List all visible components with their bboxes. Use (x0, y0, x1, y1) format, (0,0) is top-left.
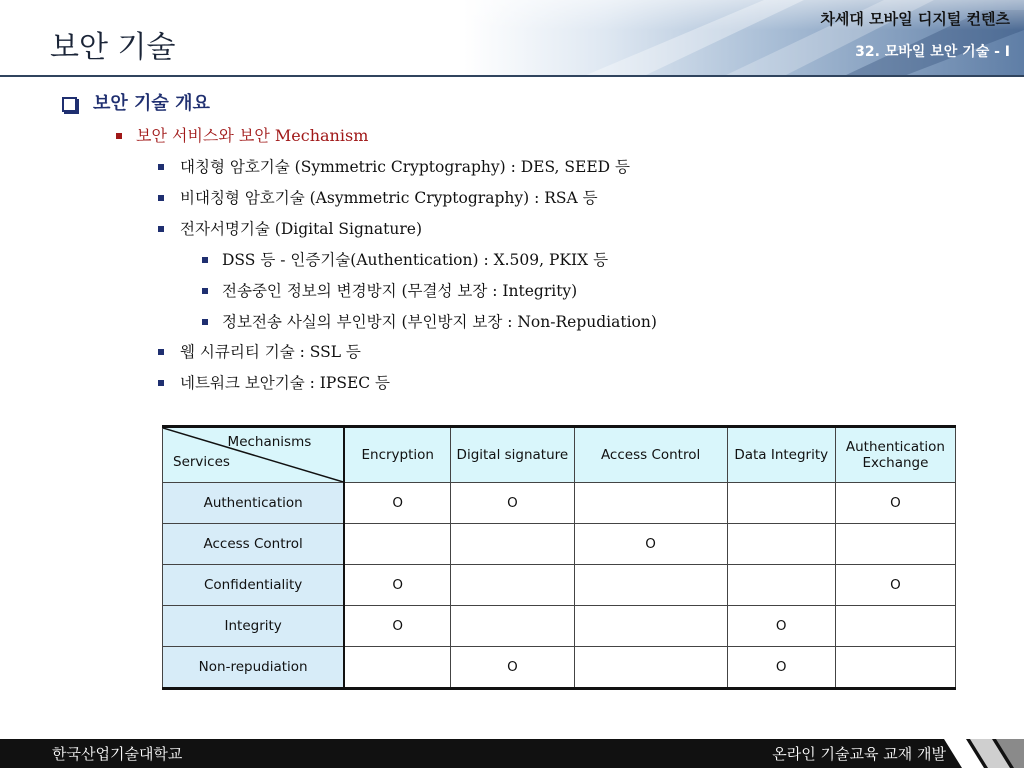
table-row (163, 524, 956, 565)
list-item (158, 217, 422, 241)
row-header: Authentication (163, 483, 345, 524)
table-row (163, 483, 956, 524)
outline-subheading-text: 보안 서비스와 보안 Mechanism (136, 126, 369, 145)
table-cell (344, 647, 450, 689)
table-cell: O (344, 606, 450, 647)
square-bullet-icon (158, 380, 164, 386)
column-header: Data Integrity (727, 427, 835, 483)
square-bullet-icon (158, 195, 164, 201)
row-header: Integrity (163, 606, 345, 647)
table-header-row (163, 427, 956, 483)
list-item (158, 371, 390, 395)
sub-list-item (202, 279, 577, 303)
slide-header (0, 0, 1024, 78)
outline-subheading (116, 124, 368, 148)
table-cell: O (835, 565, 955, 606)
table-cell (835, 606, 955, 647)
table-corner-cell (163, 427, 345, 483)
table-cell: O (835, 483, 955, 524)
square-bullet-icon (202, 257, 208, 263)
security-mechanism-table (162, 425, 956, 690)
table-cell (574, 647, 727, 689)
footer-course-name: 온라인 기술교육 교재 개발 (772, 745, 946, 763)
table-cell (727, 565, 835, 606)
column-header: Digital signature (451, 427, 574, 483)
slide-title: 보안 기술 (50, 30, 176, 65)
table-cell (574, 565, 727, 606)
sub-list-item-text: 전송중인 정보의 변경방지 (무결성 보장 : Integrity) (222, 282, 578, 300)
list-item (158, 155, 630, 179)
row-header: Confidentiality (163, 565, 345, 606)
corner-label-services: Services (173, 454, 230, 470)
header-divider (0, 75, 1024, 77)
table-cell (574, 483, 727, 524)
slide-footer (0, 739, 1024, 768)
table-cell: O (727, 647, 835, 689)
table-cell: O (574, 524, 727, 565)
square-bullet-icon (158, 349, 164, 355)
table-row (163, 565, 956, 606)
row-header: Non-repudiation (163, 647, 345, 689)
sub-list-item-text: DSS 등 - 인증기술(Authentication) : X.509, PKIX 등 (222, 251, 609, 269)
table-cell (727, 483, 835, 524)
table-row (163, 647, 956, 689)
chapter-title: 32. 모바일 보안 기술 - I (855, 44, 1010, 60)
table-row (163, 606, 956, 647)
table-cell (835, 524, 955, 565)
table-cell (574, 606, 727, 647)
list-item (158, 340, 361, 364)
table-cell (344, 524, 450, 565)
sub-list-item-text: 정보전송 사실의 부인방지 (부인방지 보장 : Non-Repudiation) (222, 313, 657, 331)
column-header: Access Control (574, 427, 727, 483)
column-header: Encryption (344, 427, 450, 483)
footer-stripe-decoration (944, 739, 1024, 768)
list-item (158, 186, 598, 210)
column-header: Authentication Exchange (835, 427, 955, 483)
series-title: 차세대 모바일 디지털 컨텐츠 (820, 10, 1010, 28)
table-cell (727, 524, 835, 565)
square-bullet-icon (158, 226, 164, 232)
outline-heading-text: 보안 기술 개요 (93, 93, 210, 114)
table-cell: O (451, 483, 574, 524)
table-cell (451, 524, 574, 565)
sub-list-item (202, 248, 608, 272)
table-cell: O (451, 647, 574, 689)
table-cell (451, 565, 574, 606)
table-cell: O (344, 483, 450, 524)
checkbox-bullet-icon (62, 97, 77, 112)
square-bullet-icon (158, 164, 164, 170)
table-cell: O (727, 606, 835, 647)
square-bullet-icon (202, 288, 208, 294)
square-bullet-icon (116, 133, 122, 139)
list-item-text: 네트워크 보안기술 : IPSEC 등 (180, 374, 391, 392)
outline-heading (62, 92, 210, 116)
table-cell: O (344, 565, 450, 606)
square-bullet-icon (202, 319, 208, 325)
list-item-text: 대칭형 암호기술 (Symmetric Cryptography) : DES, SEED 등 (180, 158, 630, 176)
footer-school-name: 한국산업기술대학교 (52, 745, 183, 763)
list-item-text: 비대칭형 암호기술 (Asymmetric Cryptography) : RSA 등 (180, 189, 598, 207)
table-cell (835, 647, 955, 689)
list-item-text: 전자서명기술 (Digital Signature) (180, 220, 422, 238)
corner-label-mechanisms: Mechanisms (227, 434, 312, 450)
list-item-text: 웹 시큐리티 기술 : SSL 등 (180, 343, 361, 361)
table-cell (451, 606, 574, 647)
row-header: Access Control (163, 524, 345, 565)
sub-list-item (202, 310, 657, 334)
